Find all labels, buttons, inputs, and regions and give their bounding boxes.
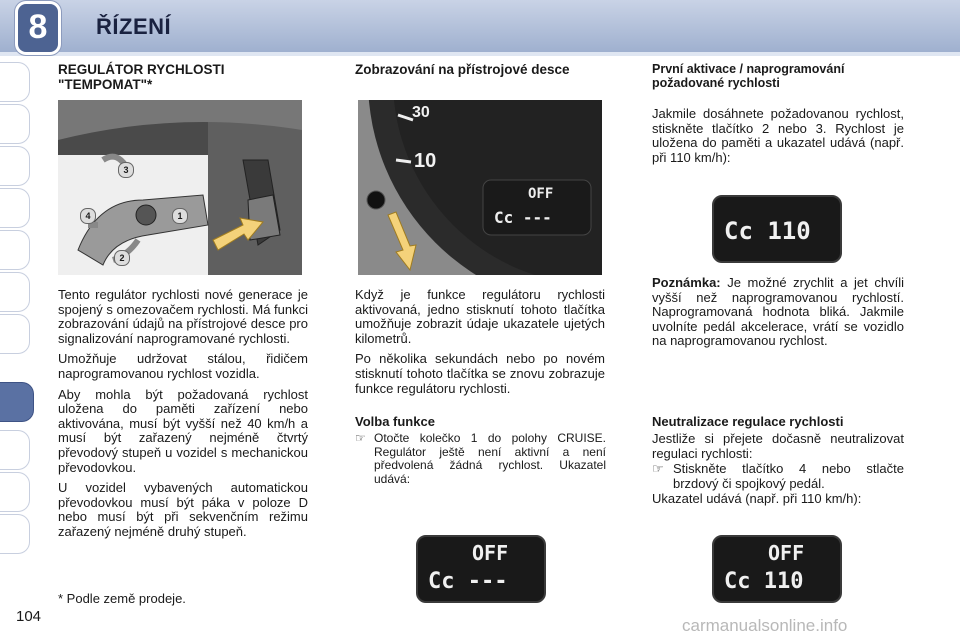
chapter-tab[interactable] xyxy=(0,62,30,102)
section-title-display: Zobrazování na přístrojové desce xyxy=(355,62,570,77)
lcd-off: OFF xyxy=(768,541,805,565)
note-text: Je možné zrychlit a jet chvíli vyšší než naprogramovanou rychlostí. Naprogramovaná hodnota bliká. Jakmile uvolníte pedál akcelerace, vrátí se vozidlo na naprogramovanou rychlost. xyxy=(652,275,904,349)
lcd-display-activation xyxy=(712,195,842,263)
section-title-activation: První aktivace / naprogramování požadované rychlosti xyxy=(652,62,845,90)
watermark: carmanualsonline.info xyxy=(682,616,848,635)
section-title-volba: Volba funkce xyxy=(355,414,435,429)
footnote: * Podle země prodeje. xyxy=(58,591,186,606)
activation-text: Jakmile dosáhnete požadovanou rychlost, stiskněte tlačítko 2 nebo 3. Rychlost je uložena do paměti a ukazatel udává (např. při 110 km/h): xyxy=(652,106,904,165)
chapter-tab[interactable] xyxy=(0,272,30,312)
callout-1: 1 xyxy=(172,208,188,224)
note-label: Poznámka: xyxy=(652,275,721,290)
neutral-text: Jestliže si přejete dočasně neutralizovat regulaci rychlosti: xyxy=(652,431,904,461)
stalk-photo xyxy=(58,100,302,275)
pointer-icon: ☞ xyxy=(355,431,366,445)
chapter-tab[interactable] xyxy=(0,104,30,144)
callout-3: 3 xyxy=(118,162,134,178)
chapter-tab[interactable] xyxy=(0,188,30,228)
chapter-tab[interactable] xyxy=(0,146,30,186)
chapter-tab-active[interactable] xyxy=(0,382,34,422)
chapter-tab[interactable] xyxy=(0,314,30,354)
chapter-tab[interactable] xyxy=(0,430,30,470)
chapter-tab[interactable] xyxy=(0,230,30,270)
gauge-number-10: 10 xyxy=(414,150,437,172)
paragraph: Aby mohla být požadovaná rychlost uložena do paměti zařízení nebo aktivována, musí být vyšší než 40 km/h a musí být zařazený nejméně čtvrtý převodový stupeň u vozidel s mechanickou převodovkou. xyxy=(58,386,308,475)
lcd-display-volba xyxy=(416,535,546,603)
col1-text xyxy=(58,288,308,540)
ukazatel-text: Ukazatel udává (např. při 110 km/h): xyxy=(652,491,862,506)
callout-4: 4 xyxy=(80,208,96,224)
neutral-bullet: Stiskněte tlačítko 4 nebo stlačte brzdový či spojkový pedál. xyxy=(673,461,904,491)
dashboard-photo xyxy=(358,100,602,275)
section-title-neutral: Neutralizace regulace rychlosti xyxy=(652,414,844,429)
lcd-display-neutral xyxy=(712,535,842,603)
chapter-badge: 8 xyxy=(18,4,58,52)
paragraph: Tento regulátor rychlosti nové generace je spojený s omezovačem rychlosti. Má funkci zobrazování údajů na přístrojové desce pro signalizování naprogramované rychlosti. xyxy=(58,287,308,346)
volba-text: Otočte kolečko 1 do polohy CRUISE. Regulátor ještě není aktivní a není předvolená žádná rychlost. Ukazatel udává: xyxy=(374,431,606,486)
dashboard-illustration xyxy=(358,100,602,275)
pointer-icon: ☞ xyxy=(652,461,664,476)
lcd-off-text: OFF xyxy=(528,186,554,202)
gauge-number-30: 30 xyxy=(412,104,430,121)
page-number: 104 xyxy=(16,608,42,625)
paragraph: U vozidel vybavených automatickou převodovkou musí být páka v poloze D nebo musí být při sekvenčním režimu zařazený nejméně druhý stupeň. xyxy=(58,480,308,539)
paragraph: Umožňuje udržovat stálou, řidičem naprogramovanou rychlost vozidla. xyxy=(58,351,308,381)
steering-stalk-illustration xyxy=(58,100,302,275)
paragraph: Po několika sekundách nebo po novém stisknutí tohoto tlačítka se znovu zobrazuje funkce regulátoru rychlosti. xyxy=(355,351,605,396)
section-title-cruise: REGULÁTOR RYCHLOSTI "TEMPOMAT"* xyxy=(58,62,225,92)
page-title: ŘÍZENÍ xyxy=(96,14,172,39)
lcd-cc-text: Cc --- xyxy=(494,208,552,227)
chapter-tab[interactable] xyxy=(0,472,30,512)
lcd-cc-110: Cc 110 xyxy=(724,217,811,245)
callout-2: 2 xyxy=(114,250,130,266)
note-block xyxy=(652,276,904,349)
lcd-cc-110: Cc 110 xyxy=(724,569,804,594)
lcd-off: OFF xyxy=(472,541,509,565)
chapter-tab[interactable] xyxy=(0,514,30,554)
col2-text xyxy=(355,288,605,396)
lcd-cc: Cc --- xyxy=(428,569,508,594)
paragraph: Když je funkce regulátoru rychlosti aktivovaná, jedno stisknutí tohoto tlačítka umožňuje zobrazit údaje ukazatele ujetých kilometrů. xyxy=(355,287,605,346)
